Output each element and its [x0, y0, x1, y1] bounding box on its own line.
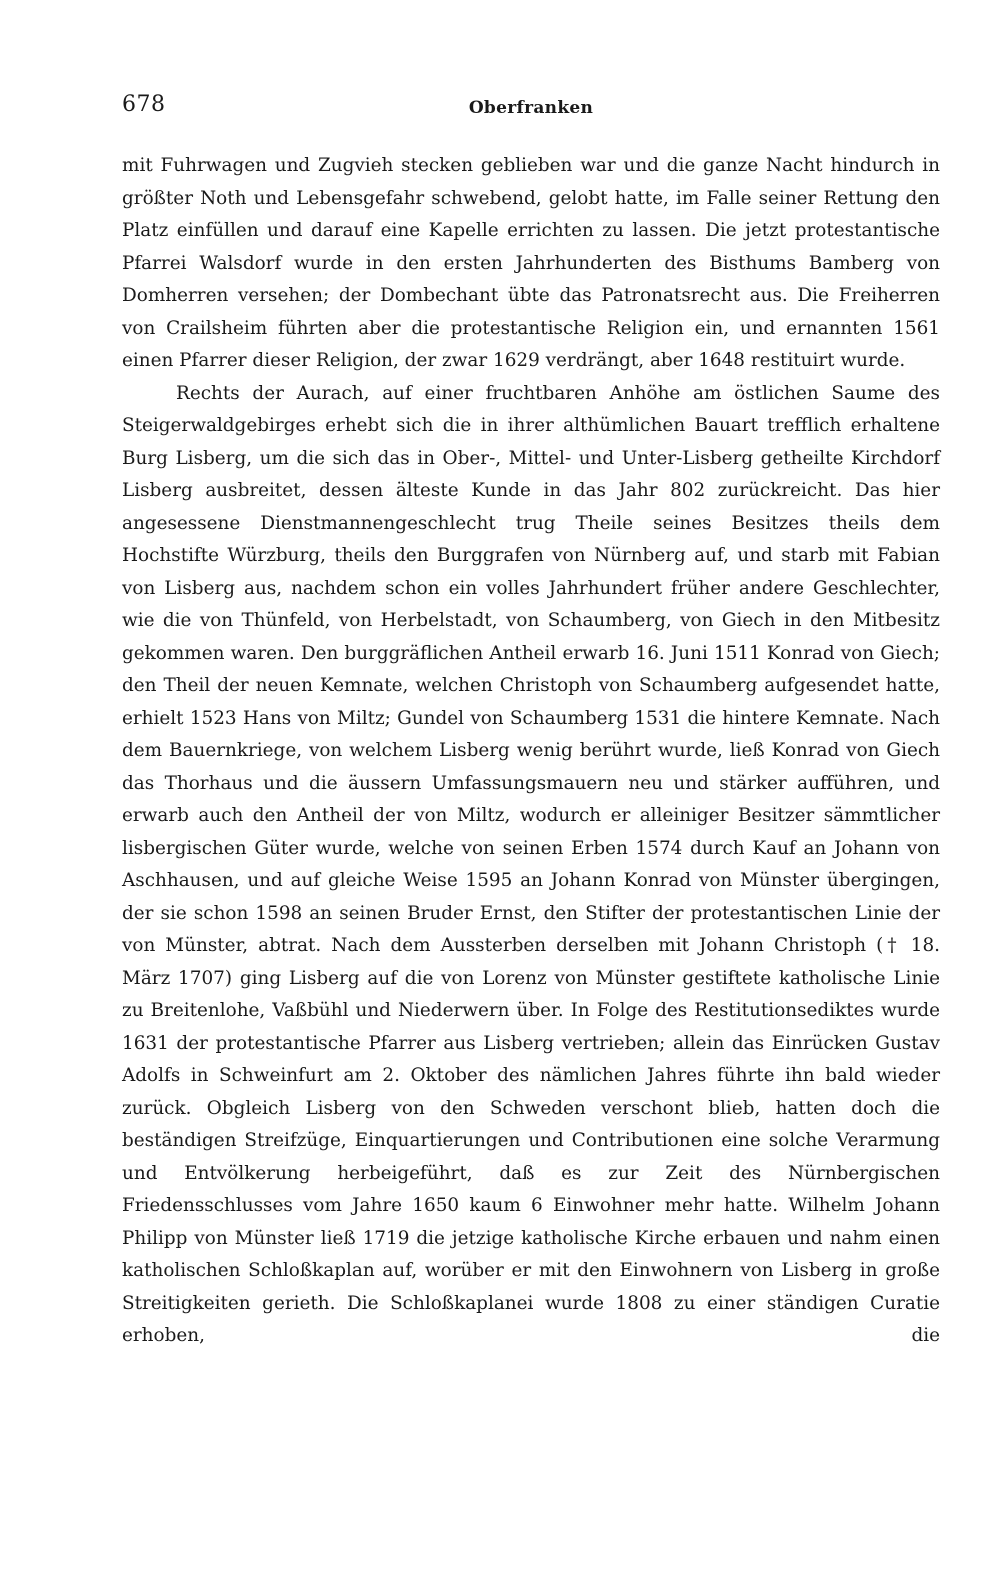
- page-number: 678: [122, 92, 166, 117]
- page-header: [122, 92, 940, 132]
- running-title: Oberfranken: [468, 98, 594, 118]
- paragraph-lisberg: Rechts der Aurach, auf einer fruchtbaren Anhöhe am östlichen Saume des Steigerwaldgebirges erhebt sich die in ihrer althümlichen Bauart trefflich erhaltene Burg Lisberg, um die sich das in Ober-, Mittel- und Unter-Lisberg getheilte Kirchdorf Lisberg ausbreitet, dessen älteste Kunde in das Jahr 802 zurückreicht. Das hier angesessene Dienstmannengeschlecht trug Theile seines Besitzes theils dem Hochstifte Würzburg, theils den Burggrafen von Nürnberg auf, und starb mit Fabian von Lisberg aus, nachdem schon ein volles Jahrhundert früher andere Geschlechter, wie die von Thünfeld, von Herbelstadt, von Schaumberg, von Giech in den Mitbesitz gekommen waren. Den burggräflichen Antheil erwarb 16. Juni 1511 Konrad von Giech; den Theil der neuen Kemnate, welchen Christoph von Schaumberg aufgesendet hatte, erhielt 1523 Hans von Miltz; Gundel von Schaumberg 1531 die hintere Kemnate. Nach dem Bauernkriege, von welchem Lisberg wenig berührt wurde, ließ Konrad von Giech das Thorhaus und die äussern Umfassungsmauern neu und stärker aufführen, und erwarb auch den Antheil der von Miltz, wodurch er alleiniger Besitzer sämmtlicher lisbergischen Güter wurde, welche von seinen Erben 1574 durch Kauf an Johann von Aschhausen, und auf gleiche Weise 1595 an Johann Konrad von Münster übergingen, der sie schon 1598 an seinen Bruder Ernst, den Stifter der protestantischen Linie der von Münster, abtrat. Nach dem Aussterben derselben mit Johann Christoph († 18. März 1707) ging Lisberg auf die von Lorenz von Münster gestiftete katholische Linie zu Breitenlohe, Vaßbühl und Niederwern über. In Folge des Restitutionsediktes wurde 1631 der protestantische Pfarrer aus Lisberg vertrieben; allein das Einrücken Gustav Adolfs in Schweinfurt am 2. Oktober des nämlichen Jahres führte ihn bald wieder zurück. Obgleich Lisberg von den Schweden verschont blieb, hatten doch die beständigen Streifzüge, Einquartierungen und Contributionen eine solche Verarmung und Entvölkerung herbeigeführt, daß es zur Zeit des Nürnbergischen Friedensschlusses vom Jahre 1650 kaum 6 Einwohner mehr hatte. Wilhelm Johann Philipp von Münster ließ 1719 die jetzige katholische Kirche erbauen und nahm einen katholischen Schloßkaplan auf, worüber er mit den Einwohnern von Lisberg in große Streitigkeiten gerieth. Die Schloßkaplanei wurde 1808 zu einer ständigen Curatie erhoben, die: [122, 382, 940, 1346]
- body-text: [122, 150, 940, 1353]
- paragraph-walsdorf: mit Fuhrwagen und Zugvieh stecken geblieben war und die ganze Nacht hindurch in größter Noth und Lebensgefahr schwebend, gelobt hatte, im Falle seiner Rettung den Platz einfüllen und darauf eine Kapelle errichten zu lassen. Die jetzt protestantische Pfarrei Walsdorf wurde in den ersten Jahrhunderten des Bisthums Bamberg von Domherren versehen; der Dombechant übte das Patronatsrecht aus. Die Freiherren von Crailsheim führten aber die protestantische Religion ein, und ernannten 1561 einen Pfarrer dieser Religion, der zwar 1629 verdrängt, aber 1648 restituirt wurde.: [122, 155, 940, 371]
